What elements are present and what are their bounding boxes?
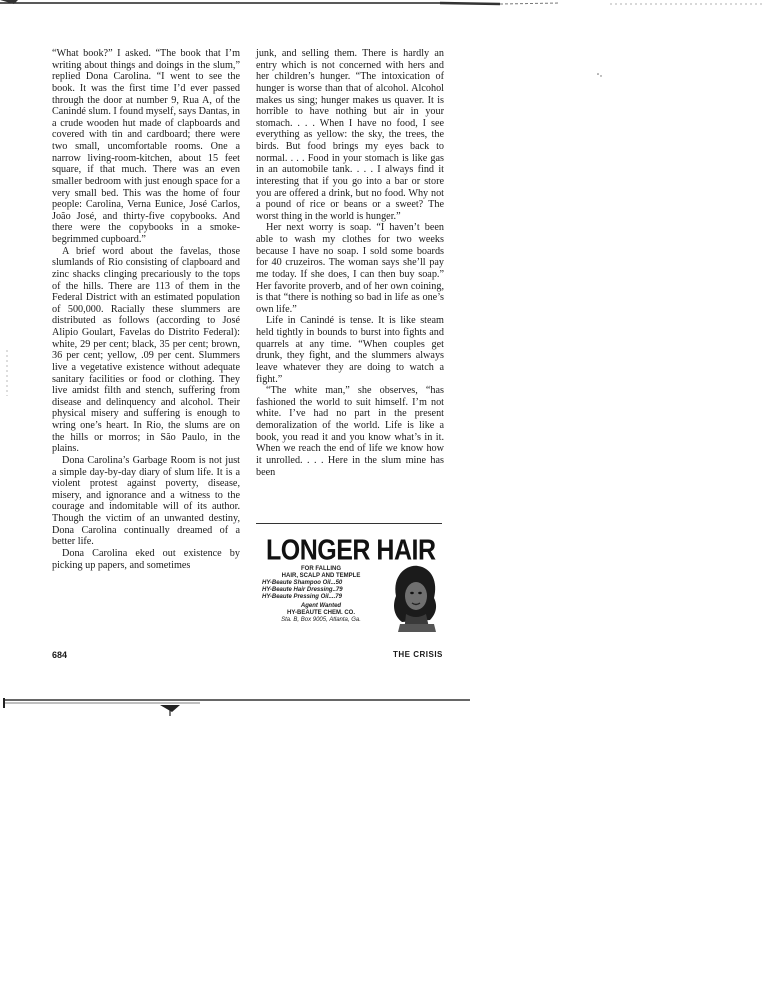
- ad-headline: LONGER HAIR: [266, 534, 436, 567]
- paragraph: “What book?” I asked. “The book that I’m writing about things and doings in the slum,” replied Dona Carolina. “I went to see the book. It was the first time I’d ever passed through the door at number 9, Rua A, of the Canindé slum. I found myself, says Dantas, in a crude wooden hut made of clapboards and covered with tin and cardboard; there were two small, uncomfortable rooms. One a narrow living-room-kitchen, about 15 feet square, if that much. There was an even smaller bedroom with just enough space for a very small bed. This was the home of four people: Carolina, Verna Eunice, José Carlos, João José, and thirty-five copybooks. And there were the copybooks in a smoke-begrimmed cupboard.”: [52, 48, 240, 245]
- ad-product-line: HY-Beaute Hair Dressing..79: [262, 587, 343, 593]
- hair-product-advertisement: [256, 532, 442, 634]
- article-column-left: [52, 48, 240, 571]
- ad-subhead: FOR FALLING: [301, 566, 341, 572]
- ad-address: Sta. B, Box 9005, Atlanta, Ga.: [281, 617, 361, 623]
- paragraph: Life in Canindé is tense. It is like steam held tightly in bounds to burst into fights and quarrels at any time. “When couples get drunk, they fight, and the slummers always leave whatever they are doing to watch a fight.”: [256, 315, 444, 385]
- paragraph: junk, and selling them. There is hardly an entry which is not concerned with hers and her children’s hunger. “The intoxication of hunger is worse than that of alcohol. Alcohol makes us sing; hunger makes us quaver. It is horrible to have nothing but air in your stomach. . . . When I have no food, I see everything as yellow: the sky, the trees, the birds. But food brings my eyes back to normal. . . . Food in your stomach is like gas in an automobile tank. . . . I always find it interesting that if you go into a bar or store you are offered a drink, but no food. Why not a pound of rice or beans or a sweet? The worst thing in the world is hunger.”: [256, 48, 444, 222]
- ad-subhead: HAIR, SCALP AND TEMPLE: [281, 573, 361, 579]
- paragraph: Dona Carolina’s Garbage Room is not just a simple day-by-day diary of slum life. It is a violent protest against poverty, disease, misery, and ignorance and a witness to the courage and indomitable will of its author. Though the victim of an unwanted destiny, Dona Carolina continually dreamed of a better life.: [52, 454, 240, 548]
- ad-company: HY-BEAUTE CHEM. CO.: [286, 610, 355, 616]
- scan-edge-bottom: [0, 694, 480, 718]
- ad-divider-rule: [256, 523, 442, 524]
- paragraph: “The white man,” she observes, “has fashioned the world to suit himself. I’m not white. I’ve had no part in the present demoralization of the world. Life is like a book, you read it and you know what’s in it. When we reach the end of life we know how it unrolled. . . . Here in the slum mine has been: [256, 385, 444, 478]
- scan-edge-top: [0, 0, 763, 14]
- ad-agent-wanted: Agent Wanted: [300, 603, 342, 609]
- ad-product-line: HY-Beaute Pressing Oil....79: [262, 594, 342, 600]
- scan-speck: [596, 72, 602, 78]
- ad-product-line: HY-Beaute Shampoo Oil...50: [262, 580, 343, 586]
- ad-copy: [256, 566, 386, 624]
- publication-name: THE CRISIS: [393, 650, 443, 659]
- article-column-right: [256, 48, 444, 478]
- paragraph: A brief word about the favelas, those slumlands of Rio consisting of clapboard and zinc shacks clinging precariously to the tops of the hills. There are 113 of them in the Federal District with an estimated population of 500,000. Racially these slummers are distributed as follows (according to José Alipio Goulart, Favelas do Distrito Federal): white, 29 per cent; black, 35 per cent; brown, 36 per cent; yellow, .09 per cent. Slummers live a vegetative existence without adequate sanitary facilities or food or clothing. They live amidst filth and stench, suffering from disease and delinquency and alcohol. Their physical misery and suffering is enough to wring one’s heart. In Rio, the slums are on the hills or morros; in São Paulo, in the plains.: [52, 245, 240, 455]
- paragraph: Her next worry is soap. “I haven’t been able to wash my clothes for two weeks because I have no soap. I sold some boards for 40 cruzeiros. The woman says she’ll pay me today. If she does, I can then buy soap.” Her favorite proverb, and of her own coining, is that “there is nothing so bad in life as one’s own life.”: [256, 222, 444, 315]
- paragraph: Dona Carolina eked out existence by picking up papers, and sometimes: [52, 547, 240, 571]
- page-number: 684: [52, 650, 68, 660]
- woman-portrait-icon: [390, 562, 440, 632]
- scan-margin-mark: [6, 350, 8, 396]
